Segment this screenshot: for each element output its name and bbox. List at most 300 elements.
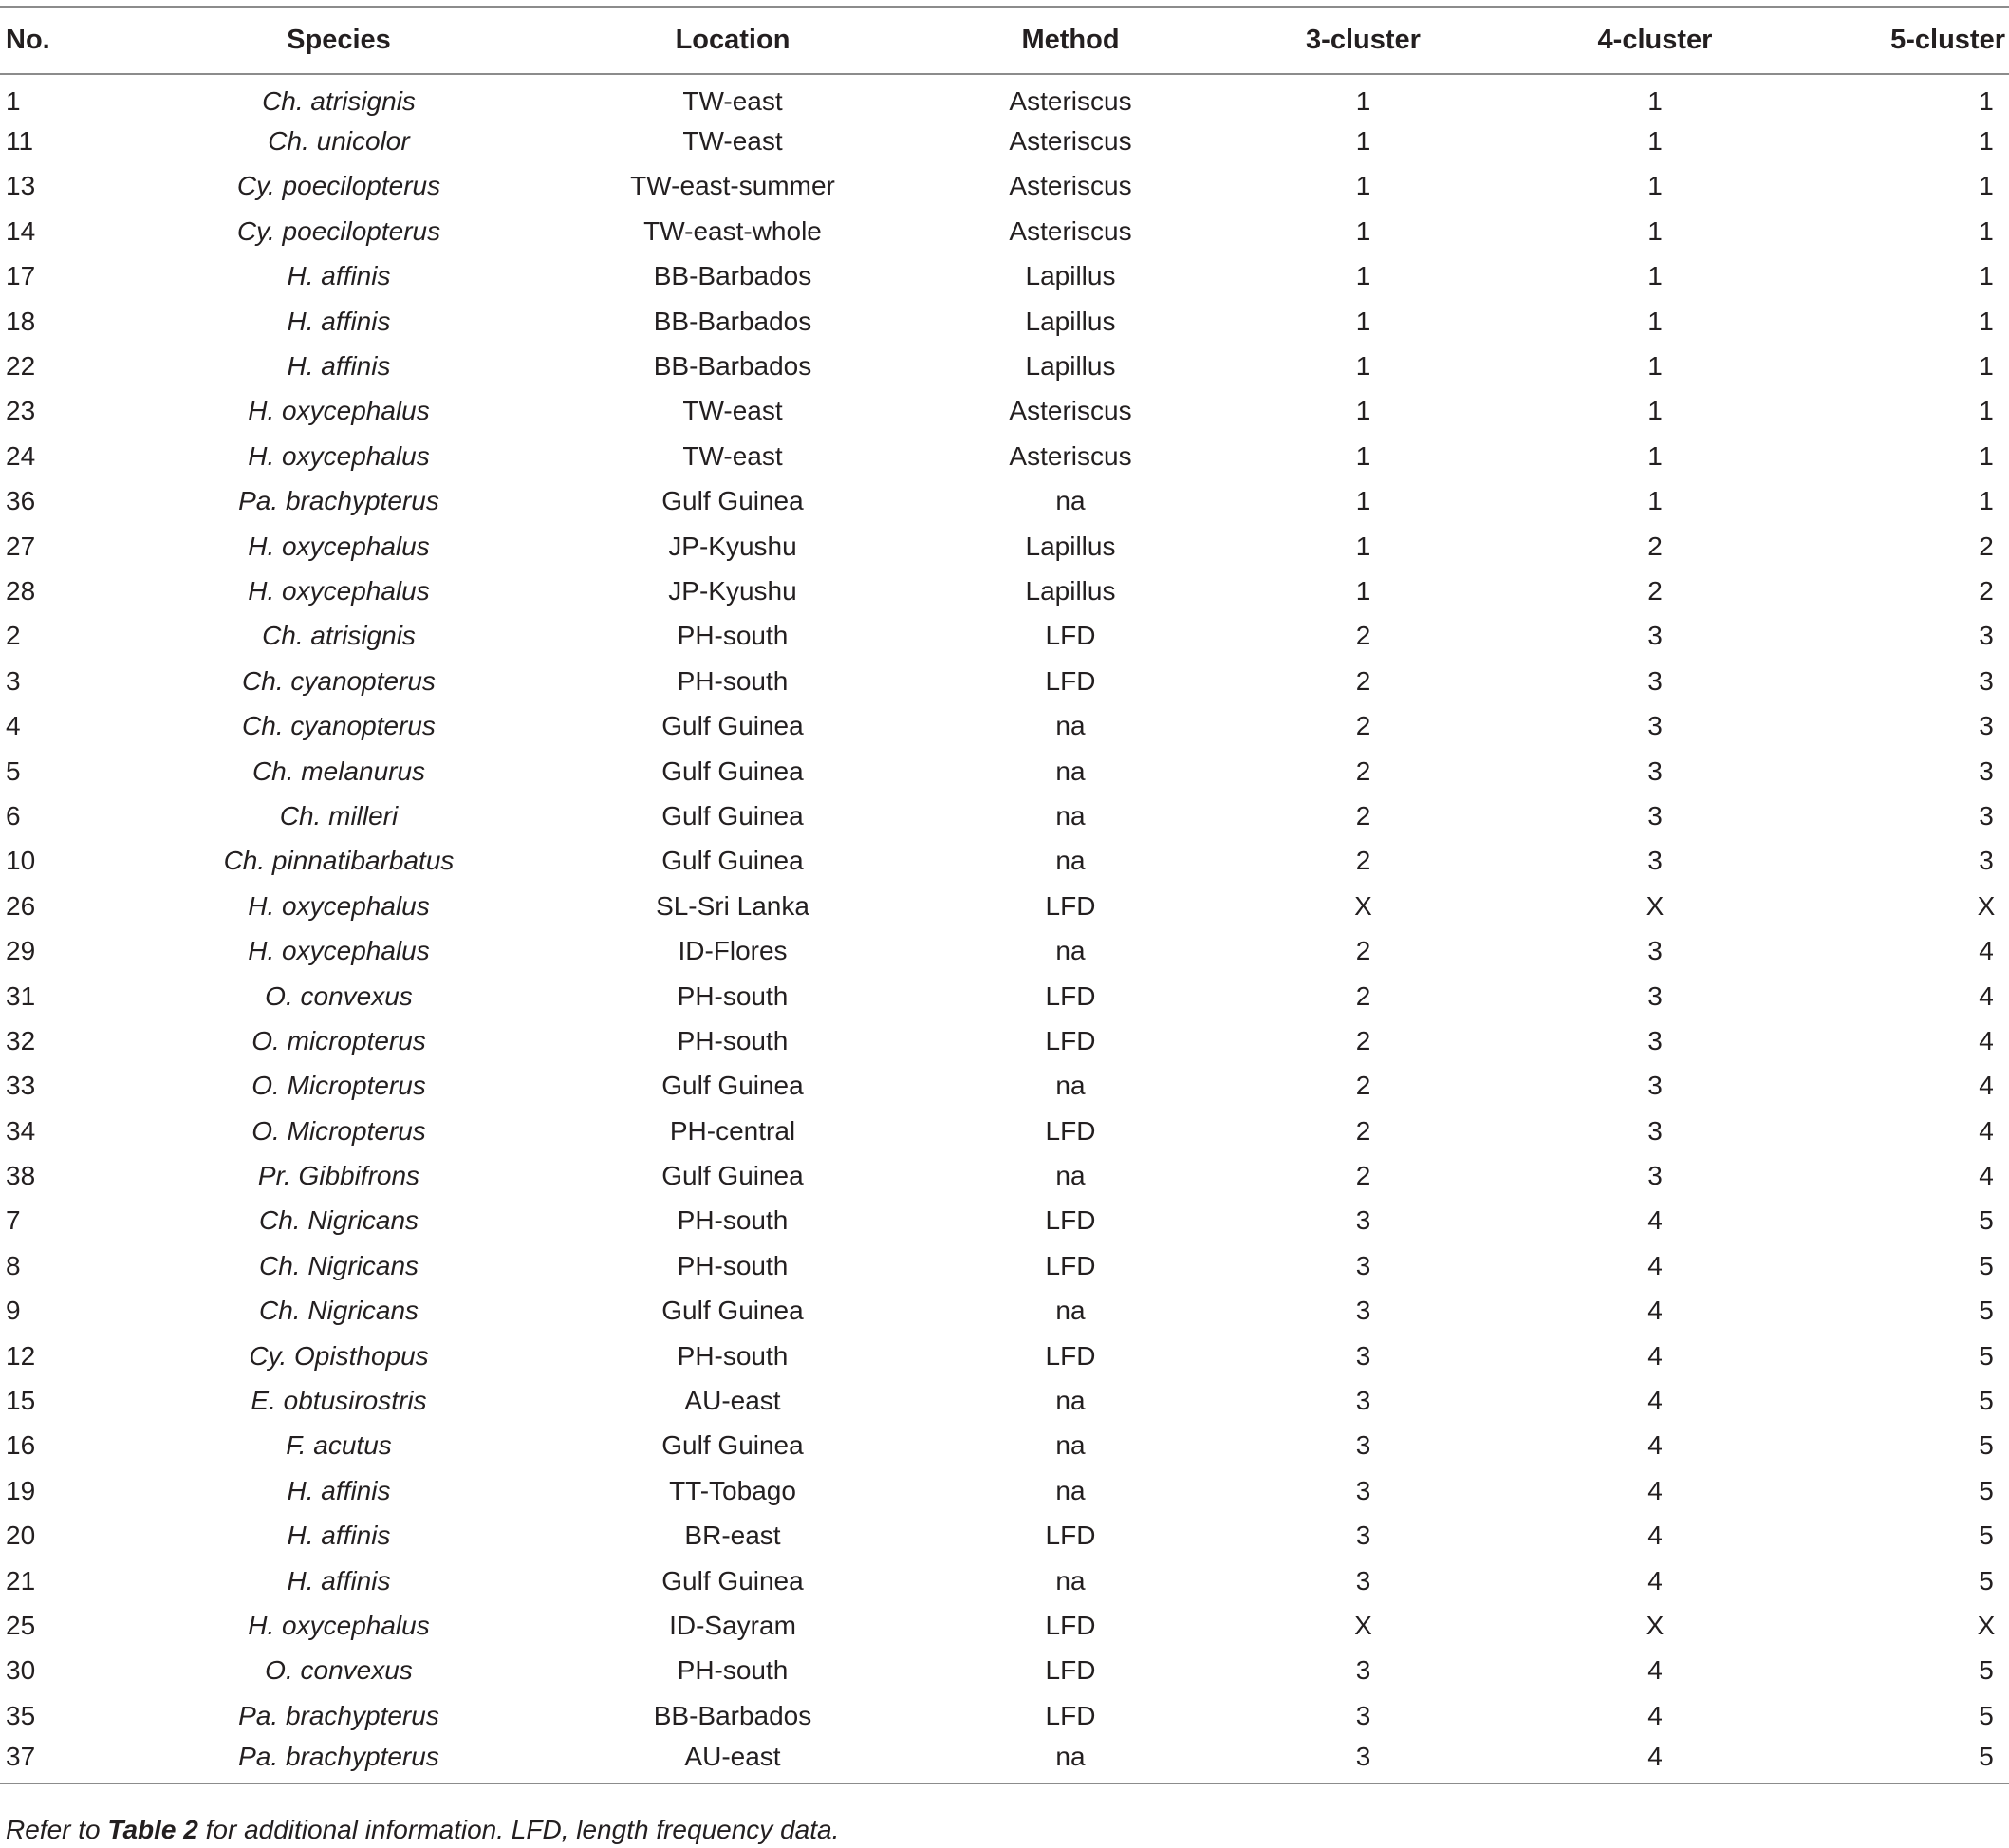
cell-species: Pa. brachypterus <box>106 1738 571 1783</box>
cell-4-cluster: 3 <box>1647 1025 1663 1055</box>
cell-3-cluster: 2 <box>1355 846 1371 876</box>
cell-location: TW-east-summer <box>630 171 835 201</box>
cell-4-cluster: 3 <box>1647 711 1663 741</box>
cell-5-cluster: 5 <box>1979 1205 1994 1236</box>
cell-3-cluster: 1 <box>1355 306 1371 336</box>
cell-5-cluster: 3 <box>1979 800 1994 831</box>
cell-5-cluster: 1 <box>1979 215 1994 246</box>
cell-4-cluster: 4 <box>1647 1205 1663 1236</box>
cell-no: 7 <box>6 1205 21 1236</box>
table-row <box>0 164 2009 209</box>
cell-species: Ch. Nigricans <box>258 1250 419 1280</box>
table-row <box>0 1243 2009 1288</box>
cell-5-cluster: 1 <box>1979 86 1994 117</box>
cell-method: Asteriscus <box>1009 396 1132 426</box>
table-footnote <box>6 1815 839 1845</box>
cell-method: Asteriscus <box>1009 126 1132 157</box>
cell-location: Gulf Guinea <box>661 1565 804 1596</box>
cell-species: H. oxycephalus <box>248 396 430 426</box>
cell-species: Ch. Nigricans <box>258 1205 419 1236</box>
cell-no: 4 <box>6 711 21 741</box>
cell-method: LFD <box>1045 1025 1096 1055</box>
cell-5-cluster: 5 <box>1979 1296 1994 1326</box>
cell-4-cluster: 1 <box>1647 306 1663 336</box>
cell-5-cluster: 5 <box>1979 1340 1994 1371</box>
cell-method: na <box>1055 1296 1086 1326</box>
cell-species: Pr. Gibbifrons <box>257 1161 420 1191</box>
cell-5-cluster: 2 <box>1979 531 1994 561</box>
table-row <box>0 659 2009 703</box>
cell-3-cluster: 1 <box>1355 215 1371 246</box>
cell-method: Lapillus <box>1025 306 1116 336</box>
cell-method: LFD <box>1045 1205 1096 1236</box>
cell-species: Ch. milleri <box>279 800 399 831</box>
cell-method: Asteriscus <box>1009 215 1132 246</box>
cell-species: Ch. pinnatibarbatus <box>223 846 455 876</box>
cell-method: na <box>1055 1430 1086 1461</box>
header-3-cluster: 3-cluster <box>1247 7 1479 74</box>
cell-location: Gulf Guinea <box>661 711 804 741</box>
table-row <box>0 209 2009 253</box>
cell-5-cluster: 1 <box>1979 261 1994 291</box>
cell-4-cluster: 4 <box>1647 1340 1663 1371</box>
table-row <box>0 928 2009 973</box>
cell-4-cluster: 4 <box>1479 1738 1831 1783</box>
cell-species: O. Micropterus <box>251 1071 426 1101</box>
cell-3-cluster: 1 <box>1355 86 1371 117</box>
cell-5-cluster: X <box>1977 890 1996 921</box>
table-row <box>0 1064 2009 1109</box>
cell-4-cluster: 3 <box>1647 936 1663 966</box>
cell-3-cluster: 2 <box>1355 1025 1371 1055</box>
table-row <box>0 1514 2009 1559</box>
cell-4-cluster: 3 <box>1647 1115 1663 1146</box>
cell-method: LFD <box>1045 890 1096 921</box>
cell-method: LFD <box>1045 1340 1096 1371</box>
cell-species: H. oxycephalus <box>248 440 430 471</box>
table-row <box>0 389 2009 434</box>
cell-3-cluster: X <box>1354 1610 1372 1640</box>
cell-4-cluster: 2 <box>1647 531 1663 561</box>
cell-5-cluster: 4 <box>1979 980 1994 1011</box>
cell-no: 28 <box>6 575 36 606</box>
cell-4-cluster: 3 <box>1647 665 1663 696</box>
cell-5-cluster: 3 <box>1979 665 1994 696</box>
footnote-table-ref: Table 2 <box>107 1815 198 1844</box>
table-row <box>0 1378 2009 1423</box>
cell-5-cluster: 5 <box>1979 1700 1994 1730</box>
cell-3-cluster: 3 <box>1355 1205 1371 1236</box>
cell-method: Asteriscus <box>1009 440 1132 471</box>
table-row <box>0 1738 2009 1783</box>
cell-method: na <box>1055 711 1086 741</box>
cell-method: na <box>1055 756 1086 786</box>
cell-location: Gulf Guinea <box>661 486 804 516</box>
table-row <box>0 793 2009 838</box>
cell-4-cluster: 1 <box>1647 486 1663 516</box>
cell-4-cluster: 3 <box>1647 756 1663 786</box>
cell-5-cluster: 5 <box>1979 1475 1994 1505</box>
cell-4-cluster: 4 <box>1647 1250 1663 1280</box>
cell-location: ID-Sayram <box>669 1610 796 1640</box>
cell-method: na <box>1055 1475 1086 1505</box>
cell-species: H. oxycephalus <box>248 575 430 606</box>
cell-location: BB-Barbados <box>653 261 812 291</box>
cell-4-cluster: 1 <box>1647 126 1663 157</box>
cell-3-cluster: 3 <box>1355 1250 1371 1280</box>
cell-location: BB-Barbados <box>653 306 812 336</box>
cell-species: H. oxycephalus <box>248 936 430 966</box>
cell-3-cluster: 3 <box>1355 1700 1371 1730</box>
cell-location: JP-Kyushu <box>668 575 797 606</box>
cell-5-cluster: 4 <box>1979 1071 1994 1101</box>
cell-species: H. affinis <box>287 351 391 382</box>
cell-no: 15 <box>6 1386 36 1416</box>
cell-species: Ch. atrisignis <box>262 86 416 117</box>
cell-location: PH-south <box>677 665 789 696</box>
cell-5-cluster: 4 <box>1979 1115 1994 1146</box>
table-row <box>0 614 2009 659</box>
cell-method: LFD <box>1045 1700 1096 1730</box>
cell-location: Gulf Guinea <box>661 1430 804 1461</box>
cell-method: Lapillus <box>1025 261 1116 291</box>
cell-method: Lapillus <box>1025 575 1116 606</box>
table-row <box>0 1693 2009 1738</box>
table-row <box>0 1334 2009 1378</box>
cell-no: 11 <box>6 126 34 157</box>
cell-3-cluster: 3 <box>1355 1340 1371 1371</box>
header-method: Method <box>894 7 1247 74</box>
cell-5-cluster: 5 <box>1979 1565 1994 1596</box>
cell-4-cluster: 3 <box>1647 1071 1663 1101</box>
cell-location: PH-south <box>677 980 789 1011</box>
cell-3-cluster: 3 <box>1355 1655 1371 1686</box>
cell-3-cluster: 1 <box>1355 261 1371 291</box>
cell-no: 23 <box>6 396 36 426</box>
cell-method: na <box>1055 800 1086 831</box>
cell-method: na <box>1055 1161 1086 1191</box>
cell-method: LFD <box>1045 1610 1096 1640</box>
cell-location: SL-Sri Lanka <box>656 890 809 921</box>
table-body <box>0 74 2009 1783</box>
header-5-cluster: 5-cluster <box>1831 7 2009 74</box>
cell-species: H. oxycephalus <box>248 531 430 561</box>
cell-location: TW-east <box>682 396 783 426</box>
cell-method: na <box>1055 486 1086 516</box>
cell-3-cluster: 2 <box>1355 1161 1371 1191</box>
cell-species: H. affinis <box>287 1475 391 1505</box>
cell-no: 31 <box>6 980 36 1011</box>
cell-5-cluster: 1 <box>1979 126 1994 157</box>
cell-species: H. affinis <box>287 261 391 291</box>
cell-no: 16 <box>6 1430 36 1461</box>
table-row <box>0 569 2009 613</box>
cell-method: LFD <box>1045 1521 1096 1551</box>
cell-4-cluster: 1 <box>1647 215 1663 246</box>
cell-4-cluster: 4 <box>1647 1296 1663 1326</box>
cell-no: 32 <box>6 1025 36 1055</box>
cell-no: 37 <box>0 1738 106 1783</box>
cell-4-cluster: 3 <box>1647 621 1663 651</box>
cell-location: Gulf Guinea <box>661 1161 804 1191</box>
cell-species: Cy. poecilopterus <box>236 171 441 201</box>
cell-method: LFD <box>1045 1115 1096 1146</box>
cell-3-cluster: 2 <box>1355 711 1371 741</box>
cell-method: LFD <box>1045 980 1096 1011</box>
cell-3-cluster: 2 <box>1355 1115 1371 1146</box>
cell-3-cluster: 3 <box>1355 1521 1371 1551</box>
cell-3-cluster: 3 <box>1355 1475 1371 1505</box>
table-row <box>0 1649 2009 1693</box>
cell-5-cluster: 4 <box>1979 1161 1994 1191</box>
cell-5-cluster: 3 <box>1979 621 1994 651</box>
cell-3-cluster: X <box>1354 890 1372 921</box>
cell-method: LFD <box>1045 621 1096 651</box>
cell-3-cluster: 2 <box>1355 621 1371 651</box>
cell-5-cluster: 1 <box>1979 351 1994 382</box>
cell-location: AU-east <box>571 1738 894 1783</box>
cell-4-cluster: 1 <box>1647 351 1663 382</box>
cell-no: 5 <box>6 756 21 786</box>
cell-no: 19 <box>6 1475 36 1505</box>
cell-location: BB-Barbados <box>653 1700 812 1730</box>
cell-location: PH-south <box>677 621 789 651</box>
cell-no: 24 <box>6 440 36 471</box>
table-row <box>0 884 2009 928</box>
cell-species: Ch. unicolor <box>268 126 410 157</box>
cell-species: Ch. Nigricans <box>258 1296 419 1326</box>
cell-location: TW-east <box>682 126 783 157</box>
cell-3-cluster: 1 <box>1355 171 1371 201</box>
cell-3-cluster: 2 <box>1355 756 1371 786</box>
cell-3-cluster: 2 <box>1355 1071 1371 1101</box>
cell-no: 12 <box>6 1340 36 1371</box>
table-row <box>0 749 2009 793</box>
cell-species: Cy. poecilopterus <box>236 215 441 246</box>
cell-5-cluster: 5 <box>1979 1386 1994 1416</box>
cell-no: 35 <box>6 1700 36 1730</box>
cell-location: Gulf Guinea <box>661 1296 804 1326</box>
cell-no: 8 <box>6 1250 21 1280</box>
cell-3-cluster: 2 <box>1355 800 1371 831</box>
cell-3-cluster: 3 <box>1355 1565 1371 1596</box>
cell-3-cluster: 3 <box>1355 1386 1371 1416</box>
cell-5-cluster: 1 <box>1979 171 1994 201</box>
cell-species: E. obtusirostris <box>251 1386 427 1416</box>
table-row <box>0 1018 2009 1063</box>
cell-species: Pa. brachypterus <box>238 1700 439 1730</box>
cell-species: H. affinis <box>287 1565 391 1596</box>
cell-4-cluster: 2 <box>1647 575 1663 606</box>
cell-4-cluster: 3 <box>1647 846 1663 876</box>
cell-4-cluster: 1 <box>1647 440 1663 471</box>
table-row <box>0 524 2009 569</box>
cell-no: 34 <box>6 1115 36 1146</box>
cell-no: 2 <box>6 621 21 651</box>
cell-5-cluster: 3 <box>1979 846 1994 876</box>
cell-5-cluster: 4 <box>1979 936 1994 966</box>
table-row <box>0 1153 2009 1198</box>
cell-4-cluster: 1 <box>1647 86 1663 117</box>
cell-4-cluster: 4 <box>1647 1475 1663 1505</box>
cell-5-cluster: 4 <box>1979 1025 1994 1055</box>
cell-location: Gulf Guinea <box>661 800 804 831</box>
cell-5-cluster: 3 <box>1979 711 1994 741</box>
footnote-suffix: for additional information. LFD, length frequency data. <box>197 1815 840 1844</box>
cell-3-cluster: 2 <box>1355 665 1371 696</box>
cell-location: AU-east <box>684 1386 781 1416</box>
cell-3-cluster: 1 <box>1355 531 1371 561</box>
cell-no: 6 <box>6 800 21 831</box>
cell-5-cluster: 5 <box>1979 1250 1994 1280</box>
table-row <box>0 1424 2009 1468</box>
table-row <box>0 1559 2009 1603</box>
cell-location: ID-Flores <box>678 936 788 966</box>
cell-location: Gulf Guinea <box>661 846 804 876</box>
cell-method: LFD <box>1045 665 1096 696</box>
cell-5-cluster: X <box>1977 1610 1996 1640</box>
cell-species: O. Micropterus <box>251 1115 426 1146</box>
table-row <box>0 299 2009 344</box>
cell-method: Asteriscus <box>1009 171 1132 201</box>
table-row <box>0 1109 2009 1153</box>
table-row <box>0 974 2009 1018</box>
cell-species: Cy. Opisthopus <box>249 1340 429 1371</box>
cell-location: BR-east <box>684 1521 781 1551</box>
cell-5-cluster: 2 <box>1979 575 1994 606</box>
cell-5-cluster: 1 <box>1979 306 1994 336</box>
cell-3-cluster: 2 <box>1355 936 1371 966</box>
table-row <box>0 839 2009 884</box>
cell-location: TW-east-whole <box>643 215 822 246</box>
cell-method: na <box>894 1738 1247 1783</box>
header-location: Location <box>571 7 894 74</box>
cell-3-cluster: 1 <box>1355 486 1371 516</box>
cell-4-cluster: X <box>1646 1610 1665 1640</box>
header-no: No. <box>0 7 106 74</box>
table-row <box>0 1199 2009 1243</box>
cell-no: 10 <box>6 846 36 876</box>
cell-method: na <box>1055 1071 1086 1101</box>
cell-species: O. convexus <box>265 980 413 1011</box>
cell-3-cluster: 1 <box>1355 396 1371 426</box>
cell-method: Lapillus <box>1025 351 1116 382</box>
cell-3-cluster: 3 <box>1355 1296 1371 1326</box>
cell-3-cluster: 1 <box>1355 575 1371 606</box>
cell-4-cluster: 3 <box>1647 1161 1663 1191</box>
cell-4-cluster: 4 <box>1647 1565 1663 1596</box>
table-header-row <box>0 7 2009 74</box>
cell-no: 36 <box>6 486 36 516</box>
footnote-prefix: Refer to <box>6 1815 108 1844</box>
cell-3-cluster: 3 <box>1355 1430 1371 1461</box>
cell-method: na <box>1055 846 1086 876</box>
cluster-table <box>0 6 2009 1784</box>
cell-location: PH-south <box>677 1655 789 1686</box>
cell-no: 25 <box>6 1610 36 1640</box>
cell-species: Ch. melanurus <box>251 756 426 786</box>
cell-no: 17 <box>6 261 36 291</box>
cell-location: PH-south <box>677 1205 789 1236</box>
cell-3-cluster: 1 <box>1355 126 1371 157</box>
table-row <box>0 703 2009 748</box>
cell-method: na <box>1055 1565 1086 1596</box>
cell-5-cluster: 1 <box>1979 440 1994 471</box>
cell-4-cluster: X <box>1646 890 1665 921</box>
cell-4-cluster: 4 <box>1647 1430 1663 1461</box>
table-row <box>0 254 2009 299</box>
cell-location: PH-south <box>677 1025 789 1055</box>
cell-no: 33 <box>6 1071 36 1101</box>
cell-no: 9 <box>6 1296 21 1326</box>
cell-3-cluster: 1 <box>1355 351 1371 382</box>
cell-location: JP-Kyushu <box>668 531 797 561</box>
cell-3-cluster: 1 <box>1355 440 1371 471</box>
cell-species: O. micropterus <box>251 1025 426 1055</box>
cell-location: PH-south <box>677 1250 789 1280</box>
cell-location: TW-east <box>682 440 783 471</box>
cell-location: TT-Tobago <box>669 1475 796 1505</box>
cell-no: 1 <box>6 86 21 117</box>
cell-location: Gulf Guinea <box>661 756 804 786</box>
cell-3-cluster: 3 <box>1247 1738 1479 1783</box>
table-row <box>0 119 2009 163</box>
cell-5-cluster: 1 <box>1979 486 1994 516</box>
table-row <box>0 1289 2009 1334</box>
cell-5-cluster: 5 <box>1831 1738 2009 1783</box>
cell-location: BB-Barbados <box>653 351 812 382</box>
cell-species: Ch. cyanopterus <box>242 711 436 741</box>
cell-5-cluster: 1 <box>1979 396 1994 426</box>
cell-species: H. affinis <box>287 306 391 336</box>
header-4-cluster: 4-cluster <box>1479 7 1831 74</box>
cell-method: LFD <box>1045 1250 1096 1280</box>
cell-no: 13 <box>6 171 36 201</box>
cell-location: PH-central <box>669 1115 796 1146</box>
cell-5-cluster: 5 <box>1979 1655 1994 1686</box>
cell-4-cluster: 1 <box>1647 396 1663 426</box>
table-row <box>0 434 2009 478</box>
cell-5-cluster: 5 <box>1979 1521 1994 1551</box>
cell-no: 14 <box>6 215 36 246</box>
cell-location: TW-east <box>682 86 783 117</box>
cell-no: 26 <box>6 890 36 921</box>
cell-no: 29 <box>6 936 36 966</box>
cell-location: Gulf Guinea <box>661 1071 804 1101</box>
cell-no: 20 <box>6 1521 36 1551</box>
cell-4-cluster: 1 <box>1647 171 1663 201</box>
cell-4-cluster: 1 <box>1647 261 1663 291</box>
cell-4-cluster: 4 <box>1647 1700 1663 1730</box>
cell-method: na <box>1055 936 1086 966</box>
cell-no: 22 <box>6 351 36 382</box>
cell-4-cluster: 3 <box>1647 800 1663 831</box>
cell-5-cluster: 3 <box>1979 756 1994 786</box>
table-row <box>0 479 2009 524</box>
cell-no: 38 <box>6 1161 36 1191</box>
cell-4-cluster: 3 <box>1647 980 1663 1011</box>
cell-no: 30 <box>6 1655 36 1686</box>
cell-4-cluster: 4 <box>1647 1386 1663 1416</box>
table-row <box>0 344 2009 388</box>
table-row <box>0 1468 2009 1513</box>
cell-4-cluster: 4 <box>1647 1521 1663 1551</box>
cell-method: Asteriscus <box>1009 86 1132 117</box>
header-species: Species <box>106 7 571 74</box>
cell-species: F. acutus <box>286 1430 392 1461</box>
cell-species: Pa. brachypterus <box>238 486 439 516</box>
cell-location: PH-south <box>677 1340 789 1371</box>
